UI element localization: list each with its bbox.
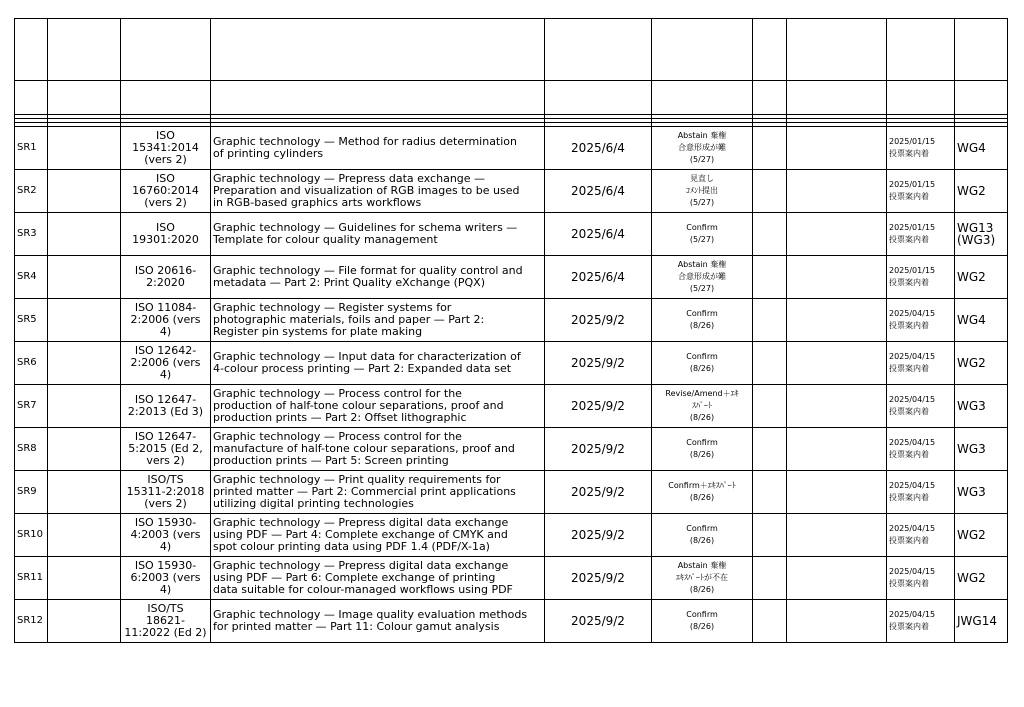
vote-status: Abstain 棄権 ｴｷｽﾊﾟｰﾄが不在 (8/26) <box>652 557 753 600</box>
ballot-date: 2025/04/15 投票案内着 <box>887 557 955 600</box>
table-row <box>15 342 1008 385</box>
empty-cell <box>48 514 121 557</box>
row-id: SR1 <box>15 127 48 170</box>
standard-title: Graphic technology — Prepress digital data exchange using PDF — Part 6: Complete exchange of printing data suitable for colour-managed workflows using PDF <box>211 557 545 600</box>
empty-cell <box>787 299 887 342</box>
standard-number: ISO 11084- 2:2006 (vers 4) <box>121 299 211 342</box>
table-row <box>15 600 1008 643</box>
empty-cell <box>753 600 787 643</box>
empty-cell <box>787 342 887 385</box>
working-group: JWG14 <box>955 600 1008 643</box>
empty-cell <box>787 170 887 213</box>
empty-cell <box>48 342 121 385</box>
empty-cell <box>48 213 121 256</box>
row-id: SR7 <box>15 385 48 428</box>
meeting-date: 2025/9/2 <box>545 385 652 428</box>
vote-status: Confirm (8/26) <box>652 299 753 342</box>
standard-number: ISO 12642- 2:2006 (vers 4) <box>121 342 211 385</box>
table-row <box>15 557 1008 600</box>
table-row <box>15 213 1008 256</box>
meeting-date: 2025/9/2 <box>545 299 652 342</box>
vote-status: Confirm (5/27) <box>652 213 753 256</box>
empty-cell <box>753 213 787 256</box>
ballot-date: 2025/04/15 投票案内着 <box>887 428 955 471</box>
table-row <box>15 127 1008 170</box>
standard-number: ISO 15930- 6:2003 (vers 4) <box>121 557 211 600</box>
ballot-date: 2025/04/15 投票案内着 <box>887 342 955 385</box>
empty-cell <box>787 471 887 514</box>
standard-number: ISO 16760:2014 (vers 2) <box>121 170 211 213</box>
row-id: SR10 <box>15 514 48 557</box>
empty-cell <box>787 213 887 256</box>
standard-number: ISO 15341:2014 (vers 2) <box>121 127 211 170</box>
row-id: SR12 <box>15 600 48 643</box>
standard-title: Graphic technology — Method for radius determination of printing cylinders <box>211 127 545 170</box>
empty-cell <box>48 170 121 213</box>
standard-number: ISO 20616- 2:2020 <box>121 256 211 299</box>
vote-status: Confirm＋ｴｷｽﾊﾟｰﾄ (8/26) <box>652 471 753 514</box>
table-row <box>15 170 1008 213</box>
review-table <box>14 18 1008 643</box>
row-id: SR8 <box>15 428 48 471</box>
table-row <box>15 256 1008 299</box>
row-id: SR3 <box>15 213 48 256</box>
empty-cell <box>787 428 887 471</box>
standard-number: ISO/TS 18621- 11:2022 (Ed 2) <box>121 600 211 643</box>
meeting-date: 2025/9/2 <box>545 428 652 471</box>
standard-number: ISO/TS 15311-2:2018 (vers 2) <box>121 471 211 514</box>
empty-cell <box>787 557 887 600</box>
standard-title: Graphic technology — Input data for characterization of 4-colour process printing — Part 2: Expanded data set <box>211 342 545 385</box>
standard-number: ISO 12647- 2:2013 (Ed 3) <box>121 385 211 428</box>
empty-cell <box>48 385 121 428</box>
working-group: WG13 (WG3) <box>955 213 1008 256</box>
empty-cell <box>48 428 121 471</box>
vote-status: Confirm (8/26) <box>652 428 753 471</box>
standard-title: Graphic technology — Prepress data exchange — Preparation and visualization of RGB images to be used in RGB-based graphics arts workflows <box>211 170 545 213</box>
ballot-date: 2025/04/15 投票案内着 <box>887 514 955 557</box>
ballot-date: 2025/01/15 投票案内着 <box>887 170 955 213</box>
meeting-date: 2025/9/2 <box>545 471 652 514</box>
standard-number: ISO 19301:2020 <box>121 213 211 256</box>
standard-title: Graphic technology — Print quality requirements for printed matter — Part 2: Commercial print applications utilizing digital printing technologies <box>211 471 545 514</box>
working-group: WG2 <box>955 514 1008 557</box>
standard-title: Graphic technology — Process control for the manufacture of half-tone colour separations, proof and production prints — Part 5: Screen printing <box>211 428 545 471</box>
empty-cell <box>787 385 887 428</box>
empty-cell <box>753 514 787 557</box>
empty-cell <box>787 256 887 299</box>
empty-cell <box>48 299 121 342</box>
empty-cell <box>753 342 787 385</box>
empty-cell <box>787 600 887 643</box>
row-id: SR9 <box>15 471 48 514</box>
working-group: WG3 <box>955 471 1008 514</box>
meeting-date: 2025/6/4 <box>545 127 652 170</box>
row-id: SR6 <box>15 342 48 385</box>
vote-status: Confirm (8/26) <box>652 514 753 557</box>
empty-cell <box>753 256 787 299</box>
row-id: SR2 <box>15 170 48 213</box>
vote-status: Confirm (8/26) <box>652 600 753 643</box>
table-row <box>15 385 1008 428</box>
meeting-date: 2025/6/4 <box>545 256 652 299</box>
meeting-date: 2025/9/2 <box>545 514 652 557</box>
standard-title: Graphic technology — Image quality evaluation methods for printed matter — Part 11: Colour gamut analysis <box>211 600 545 643</box>
ballot-date: 2025/01/15 投票案内着 <box>887 213 955 256</box>
empty-cell <box>48 471 121 514</box>
vote-status: Abstain 棄権 合意形成が難 (5/27) <box>652 256 753 299</box>
meeting-date: 2025/9/2 <box>545 600 652 643</box>
standard-title: Graphic technology — Register systems for photographic materials, foils and paper — Part 2: Register pin systems for plate making <box>211 299 545 342</box>
standard-title: Graphic technology — Process control for the production of half-tone colour separations, proof and production prints — Part 2: Offset lithographic <box>211 385 545 428</box>
meeting-date: 2025/6/4 <box>545 213 652 256</box>
empty-cell <box>753 170 787 213</box>
working-group: WG3 <box>955 385 1008 428</box>
vote-status: Confirm (8/26) <box>652 342 753 385</box>
empty-cell <box>753 428 787 471</box>
empty-cell <box>753 471 787 514</box>
ballot-date: 2025/01/15 投票案内着 <box>887 127 955 170</box>
meeting-date: 2025/9/2 <box>545 557 652 600</box>
table-row <box>15 299 1008 342</box>
vote-status: 見直し ｺﾒﾝﾄ提出 (5/27) <box>652 170 753 213</box>
meeting-date: 2025/6/4 <box>545 170 652 213</box>
standard-title: Graphic technology — File format for quality control and metadata — Part 2: Print Quality eXchange (PQX) <box>211 256 545 299</box>
standard-title: Graphic technology — Prepress digital data exchange using PDF — Part 4: Complete exchange of CMYK and spot colour printing data using PDF 1.4 (PDF/X-1a) <box>211 514 545 557</box>
empty-cell <box>48 127 121 170</box>
empty-cell <box>48 557 121 600</box>
ballot-date: 2025/04/15 投票案内着 <box>887 600 955 643</box>
working-group: WG2 <box>955 256 1008 299</box>
ballot-date: 2025/01/15 投票案内着 <box>887 256 955 299</box>
row-id: SR5 <box>15 299 48 342</box>
empty-cell <box>48 256 121 299</box>
working-group: WG2 <box>955 170 1008 213</box>
header-row-1 <box>15 19 1008 81</box>
working-group: WG2 <box>955 557 1008 600</box>
table-row <box>15 471 1008 514</box>
empty-cell <box>787 127 887 170</box>
empty-cell <box>753 557 787 600</box>
standard-title: Graphic technology — Guidelines for schema writers — Template for colour quality management <box>211 213 545 256</box>
ballot-date: 2025/04/15 投票案内着 <box>887 385 955 428</box>
empty-cell <box>753 385 787 428</box>
table-row <box>15 514 1008 557</box>
vote-status: Abstain 棄権 合意形成が難 (5/27) <box>652 127 753 170</box>
meeting-date: 2025/9/2 <box>545 342 652 385</box>
standard-number: ISO 12647- 5:2015 (Ed 2, vers 2) <box>121 428 211 471</box>
standard-number: ISO 15930- 4:2003 (vers 4) <box>121 514 211 557</box>
empty-cell <box>753 127 787 170</box>
row-id: SR4 <box>15 256 48 299</box>
vote-status: Revise/Amend＋ｴｷ ｽﾊﾟｰﾄ (8/26) <box>652 385 753 428</box>
ballot-date: 2025/04/15 投票案内着 <box>887 299 955 342</box>
empty-cell <box>787 514 887 557</box>
empty-cell <box>48 600 121 643</box>
working-group: WG4 <box>955 127 1008 170</box>
header-row-2 <box>15 81 1008 115</box>
working-group: WG2 <box>955 342 1008 385</box>
row-id: SR11 <box>15 557 48 600</box>
working-group: WG3 <box>955 428 1008 471</box>
working-group: WG4 <box>955 299 1008 342</box>
ballot-date: 2025/04/15 投票案内着 <box>887 471 955 514</box>
table-row <box>15 428 1008 471</box>
empty-cell <box>753 299 787 342</box>
